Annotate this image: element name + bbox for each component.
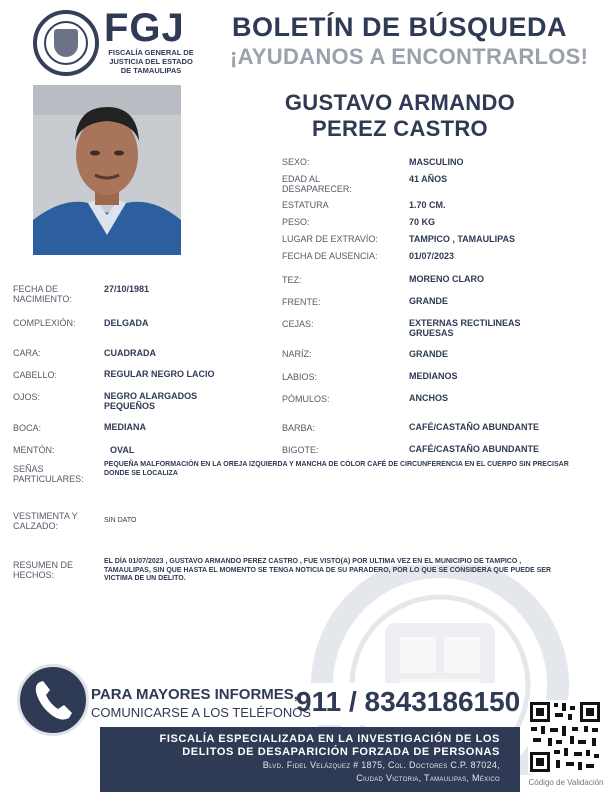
qr-code-icon[interactable] xyxy=(528,700,602,774)
lugar-label: LUGAR DE EXTRAVÍO: xyxy=(282,234,378,244)
qr-caption: Código de Validación xyxy=(528,778,604,787)
complexion-label: COMPLEXIÓN: xyxy=(13,318,76,328)
tez-value: MORENO CLARO xyxy=(409,274,484,284)
fecha-ausencia-value: 01/07/2023 xyxy=(409,251,455,261)
cabello-value: REGULAR NEGRO LACIO xyxy=(104,369,215,379)
ojos-label: OJOS: xyxy=(13,392,41,402)
person-name: GUSTAVO ARMANDO PEREZ CASTRO xyxy=(284,90,516,141)
nacimiento-value: 27/10/1981 xyxy=(104,284,150,294)
fecha-ausencia-label: FECHA DE AUSENCIA: xyxy=(282,251,378,261)
barba-label: BARBA: xyxy=(282,423,316,433)
menton-value: OVAL xyxy=(110,445,135,455)
barba-value: CAFÉ/CASTAÑO ABUNDANTE xyxy=(409,422,539,432)
fgj-logo-subtitle: FISCALÍA GENERAL DE JUSTICIA DEL ESTADO DE TAMAULIPAS xyxy=(108,48,194,75)
address-line-2: Ciudad Victoria, Tamaulipas, México xyxy=(356,773,500,783)
estatura-label: ESTATURA xyxy=(282,200,329,210)
frente-label: FRENTE: xyxy=(282,297,321,307)
missing-person-photo xyxy=(33,85,181,255)
bigote-label: BIGOTE: xyxy=(282,445,319,455)
info-line-2: COMUNICARSE A LOS TELÉFONOS xyxy=(91,705,312,720)
bigote-value: CAFÉ/CASTAÑO ABUNDANTE xyxy=(409,444,539,454)
tez-label: TEZ: xyxy=(282,275,302,285)
resumen-value: EL DÍA 01/07/2023 , GUSTAVO ARMANDO PEREZ CASTRO , FUE VISTO(A) POR ULTIMA VEZ EN EL MUNICIPIO DE TAMPICO , TAMAULIPAS, SIN QUE HASTA EL MOMENTO SE TENGA NOTICIA DE SU PARADERO, POR LO QUE SE CONSIDERA QUE PUEDE SER VICTIMA DE UN DELITO. xyxy=(104,558,552,582)
resumen-label: RESUMEN DE HECHOS: xyxy=(13,560,74,580)
senas-value: PEQUEÑA MALFORMACIÓN EN LA OREJA IZQUIERDA Y MANCHA DE COLOR CAFÉ DE CIRCUNFERENCIA EN EL CUERPO SIN PRECISAR DONDE SE LOCALIZA xyxy=(104,461,569,477)
lugar-value: TAMPICO , TAMAULIPAS xyxy=(409,234,515,244)
labios-label: LABIOS: xyxy=(282,372,318,382)
complexion-value: DELGADA xyxy=(104,318,149,328)
pomulos-value: ANCHOS xyxy=(409,393,449,403)
frente-value: GRANDE xyxy=(409,296,449,306)
vestimenta-value: SIN DATO xyxy=(104,517,137,524)
edad-label: EDAD AL DESAPARECER: xyxy=(282,174,352,194)
nariz-label: NARÍZ: xyxy=(282,349,312,359)
fgj-logo-emblem xyxy=(33,10,99,76)
menton-label: MENTÓN: xyxy=(13,445,55,455)
bulletin-subtitle: ¡AYUDANOS A ENCONTRARLOS! xyxy=(230,44,589,69)
bulletin-title: BOLETÍN DE BÚSQUEDA xyxy=(232,12,568,42)
peso-value: 70 KG xyxy=(409,217,436,227)
cara-value: CUADRADA xyxy=(104,348,156,358)
boca-label: BOCA: xyxy=(13,423,42,433)
contact-phone-number[interactable]: 911 / 8343186150 xyxy=(296,686,521,717)
pomulos-label: PÓMULOS: xyxy=(282,394,330,404)
nacimiento-label: FECHA DE NACIMIENTO: xyxy=(13,284,72,304)
senas-label: SEÑAS PARTICULARES: xyxy=(13,464,84,484)
nariz-value: GRANDE xyxy=(409,349,449,359)
phone-icon xyxy=(17,664,89,736)
address-line-1: Blvd. Fidel Velázquez # 1875, Col. Doctores C.P. 87024, xyxy=(262,760,500,770)
fgj-logo-text: FGJ xyxy=(104,6,185,50)
peso-label: PESO: xyxy=(282,217,310,227)
office-line-1: FISCALÍA ESPECIALIZADA EN LA INVESTIGACIÓN DE LOS xyxy=(159,733,500,745)
info-line-1: PARA MAYORES INFORMES, xyxy=(91,686,298,703)
cejas-value: EXTERNAS RECTILINEAS GRUESAS xyxy=(409,318,521,338)
cejas-label: CEJAS: xyxy=(282,319,314,329)
sexo-value: MASCULINO xyxy=(409,157,464,167)
edad-value: 41 AÑOS xyxy=(409,174,448,184)
boca-value: MEDIANA xyxy=(104,422,146,432)
labios-value: MEDIANOS xyxy=(409,371,458,381)
estatura-value: 1.70 CM. xyxy=(409,200,446,210)
ojos-value: NEGRO ALARGADOS PEQUEÑOS xyxy=(104,391,198,411)
sexo-label: SEXO: xyxy=(282,157,310,167)
cara-label: CARA: xyxy=(13,348,41,358)
vestimenta-label: VESTIMENTA Y CALZADO: xyxy=(13,511,78,531)
office-line-2: DELITOS DE DESAPARICIÓN FORZADA DE PERSONAS xyxy=(182,746,500,758)
cabello-label: CABELLO: xyxy=(13,370,58,380)
